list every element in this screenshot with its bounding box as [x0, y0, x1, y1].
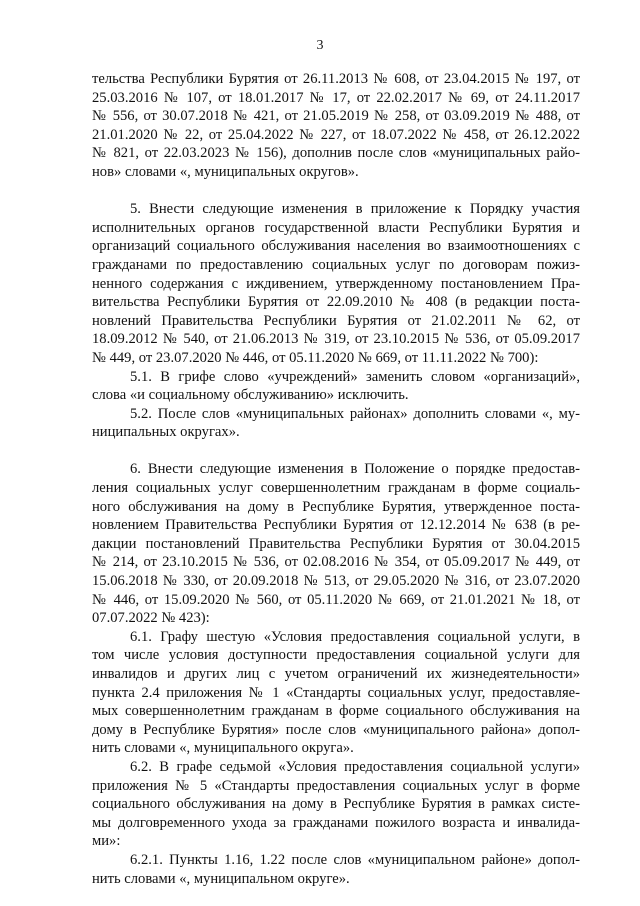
text-line: новлением Правительства Республики Бурятия от 12.12.2014 № 638 (в ре-	[92, 517, 580, 534]
text-line: приложения № 5 «Стандарты предоставления социальных услуг в форме	[92, 777, 580, 794]
text-line: 07.07.2022 № 423):	[92, 610, 210, 627]
text-line: № 449, от 23.07.2020 № 446, от 05.11.2020 № 669, от 11.11.2022 № 700):	[92, 349, 539, 366]
paragraph-item-6-1	[92, 628, 580, 758]
text-line: нов» словами «, муниципальных округов».	[92, 163, 359, 180]
paragraph-item-5-2	[92, 405, 580, 442]
text-line: тельства Республики Бурятия от 26.11.2013 № 608, от 23.04.2015 № 197, от	[92, 71, 580, 87]
text-line: дакции постановлений Правительства Республики Бурятия от 30.04.2015	[92, 535, 580, 552]
paragraph-item-5	[92, 200, 580, 367]
text-line: 25.03.2016 № 107, от 18.01.2017 № 17, от 22.02.2017 № 69, от 24.11.2017	[92, 89, 580, 106]
paragraph-item-6-2-1	[92, 851, 580, 888]
text-line: ми»:	[92, 833, 121, 850]
paragraph-gap	[92, 442, 580, 461]
text-line: 5. Внести следующие изменения в приложение к Порядку участия	[130, 201, 580, 218]
text-line: 6. Внести следующие изменения в Положение о порядке предостав-	[130, 461, 580, 478]
text-line: нить словами «, муниципального округа».	[92, 740, 354, 757]
paragraph-item-6-2	[92, 758, 580, 851]
text-line: № 556, от 30.07.2018 № 421, от 21.05.2019 № 258, от 03.09.2019 № 488, от	[92, 108, 580, 125]
text-line: гражданами по предоставлению социальных услуг по договорам пожиз-	[92, 256, 580, 273]
text-line: 5.2. После слов «муниципальных районах» дополнить словами «, му-	[130, 405, 580, 422]
text-line: ления социальных услуг совершеннолетним гражданам в форме социаль-	[92, 480, 580, 497]
text-line: № 446, от 15.09.2020 № 560, от 05.11.2020 № 669, от 21.01.2021 № 18, от	[92, 591, 580, 608]
paragraph-item-5-1	[92, 368, 580, 405]
text-line: 6.2.1. Пункты 1.16, 1.22 после слов «муниципальном районе» допол-	[130, 851, 580, 868]
text-line: 6.1. Графу шестую «Условия предоставления социальной услуги, в	[130, 628, 580, 645]
text-line: том числе условия доступности предоставления социальной услуги для	[92, 647, 580, 664]
page-number: 3	[316, 38, 324, 53]
text-line: социального обслуживания на дому в Республике Бурятия в рамках систе-	[92, 796, 580, 813]
text-line: пункта 2.4 приложения № 1 «Стандарты социальных услуг, предоставляе-	[92, 684, 580, 701]
text-line: исполнительных органов государственной власти Республики Бурятия и	[92, 219, 580, 236]
text-line: мы долговременного ухода за гражданами пожилого возраста и инвалида-	[92, 814, 580, 831]
text-line: 21.01.2020 № 22, от 25.04.2022 № 227, от 18.07.2022 № 458, от 26.12.2022	[92, 126, 580, 143]
text-line: новлений Правительства Республики Бурятия от 21.02.2011 № 62, от	[92, 312, 580, 329]
text-line: 6.2. В графе седьмой «Условия предоставления социальной услуги»	[130, 758, 580, 775]
text-line: 5.1. В грифе слово «учреждений» заменить словом «организаций»,	[130, 368, 580, 385]
paragraph-continuation	[92, 70, 580, 182]
document-body	[92, 70, 580, 888]
text-line: слова «и социальному обслуживанию» исключить.	[92, 387, 409, 404]
text-line: нить словами «, муниципальном округе».	[92, 870, 350, 887]
text-line: дому в Республике Бурятия» после слов «муниципального района» допол-	[92, 721, 580, 738]
text-line: организаций социального обслуживания населения во взаимоотношениях с	[92, 238, 580, 255]
text-line: инвалидов и других лиц с учетом ограничений их жизнедеятельности»	[92, 666, 580, 682]
text-line: № 214, от 23.10.2015 № 536, от 02.08.2016 № 354, от 05.09.2017 № 449, от	[92, 554, 580, 571]
text-line: 18.09.2012 № 540, от 21.06.2013 № 319, от 23.10.2015 № 536, от 05.09.2017	[92, 331, 580, 348]
text-line: 15.06.2018 № 330, от 20.09.2018 № 513, от 29.05.2020 № 316, от 23.07.2020	[92, 573, 580, 590]
text-line: № 821, от 22.03.2023 № 156), дополнив после слов «муниципальных райо-	[92, 145, 580, 162]
paragraph-item-6	[92, 460, 580, 627]
text-line: вительства Республики Бурятия от 22.09.2010 № 408 (в редакции поста-	[92, 294, 580, 311]
paragraph-gap	[92, 182, 580, 201]
text-line: ниципальных округах».	[92, 424, 240, 441]
text-line: мых совершеннолетним гражданам в форме социального обслуживания на	[92, 703, 580, 720]
text-line: ненного содержания с иждивением, утвержденному постановлением Пра-	[92, 275, 580, 292]
text-line: ного обслуживания на дому в Республике Бурятия, утвержденное поста-	[92, 498, 580, 515]
